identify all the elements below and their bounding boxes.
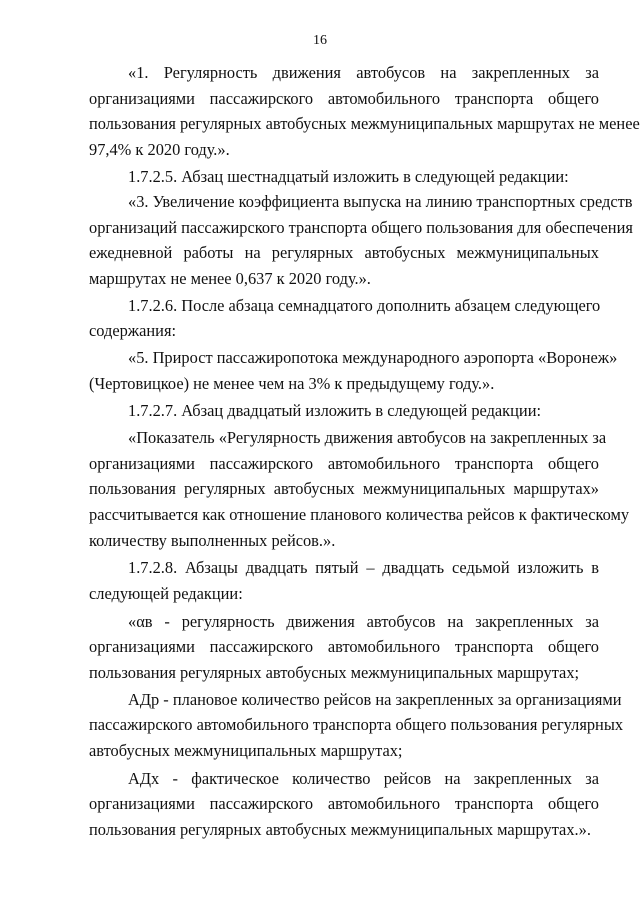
- text-line: «αв - регулярность движения автобусов на закрепленных за: [128, 612, 599, 631]
- text-line: организациями пассажирского автомобильного транспорта общего: [89, 794, 599, 813]
- text-line: АДх - фактическое количество рейсов на закрепленных за: [128, 769, 599, 788]
- page-number: 16: [313, 33, 327, 48]
- text-line: (Чертовицкое) не менее чем на 3% к предыдущему году.».: [89, 374, 495, 393]
- text-line: организациями пассажирского автомобильного транспорта общего: [89, 637, 599, 656]
- text-line: 1.7.2.7. Абзац двадцатый изложить в следующей редакции:: [128, 401, 542, 420]
- text-line: АДр - плановое количество рейсов на закрепленных за организациями: [128, 690, 622, 709]
- text-line: следующей редакции:: [89, 584, 243, 603]
- text-line: маршрутах не менее 0,637 к 2020 году.».: [89, 269, 371, 288]
- text-line: «5. Прирост пассажиропотока международного аэропорта «Воронеж»: [128, 348, 618, 367]
- text-line: рассчитывается как отношение планового количества рейсов к фактическому: [89, 505, 630, 524]
- text-line: 97,4% к 2020 году.».: [89, 140, 230, 159]
- text-line: «1. Регулярность движения автобусов на закрепленных за: [128, 63, 599, 82]
- text-line: пользования регулярных автобусных межмуниципальных маршрутах;: [89, 663, 580, 682]
- text-line: содержания:: [89, 321, 177, 340]
- text-line: 1.7.2.6. После абзаца семнадцатого дополнить абзацем следующего: [128, 296, 601, 315]
- text-line: «Показатель «Регулярность движения автобусов на закрепленных за: [128, 428, 607, 447]
- text-line: ежедневной работы на регулярных автобусных межмуниципальных: [89, 243, 599, 262]
- text-line: автобусных межмуниципальных маршрутах;: [89, 741, 403, 760]
- text-line: организаций пассажирского транспорта общего пользования для обеспечения: [89, 218, 633, 237]
- text-line: «3. Увеличение коэффициента выпуска на линию транспортных средств: [128, 192, 633, 211]
- text-line: организациями пассажирского автомобильного транспорта общего: [89, 454, 599, 473]
- text-line: пользования регулярных автобусных межмуниципальных маршрутах.».: [89, 820, 591, 839]
- text-line: количеству выполненных рейсов.».: [89, 531, 336, 550]
- text-line: 1.7.2.5. Абзац шестнадцатый изложить в следующей редакции:: [128, 167, 569, 186]
- text-line: пользования регулярных автобусных межмуниципальных маршрутах»: [89, 479, 599, 498]
- text-line: организациями пассажирского автомобильного транспорта общего: [89, 89, 599, 108]
- text-line: пользования регулярных автобусных межмуниципальных маршрутах не менее: [89, 114, 640, 133]
- text-line: пассажирского автомобильного транспорта общего пользования регулярных: [89, 715, 624, 734]
- text-line: 1.7.2.8. Абзацы двадцать пятый – двадцать седьмой изложить в: [128, 558, 599, 577]
